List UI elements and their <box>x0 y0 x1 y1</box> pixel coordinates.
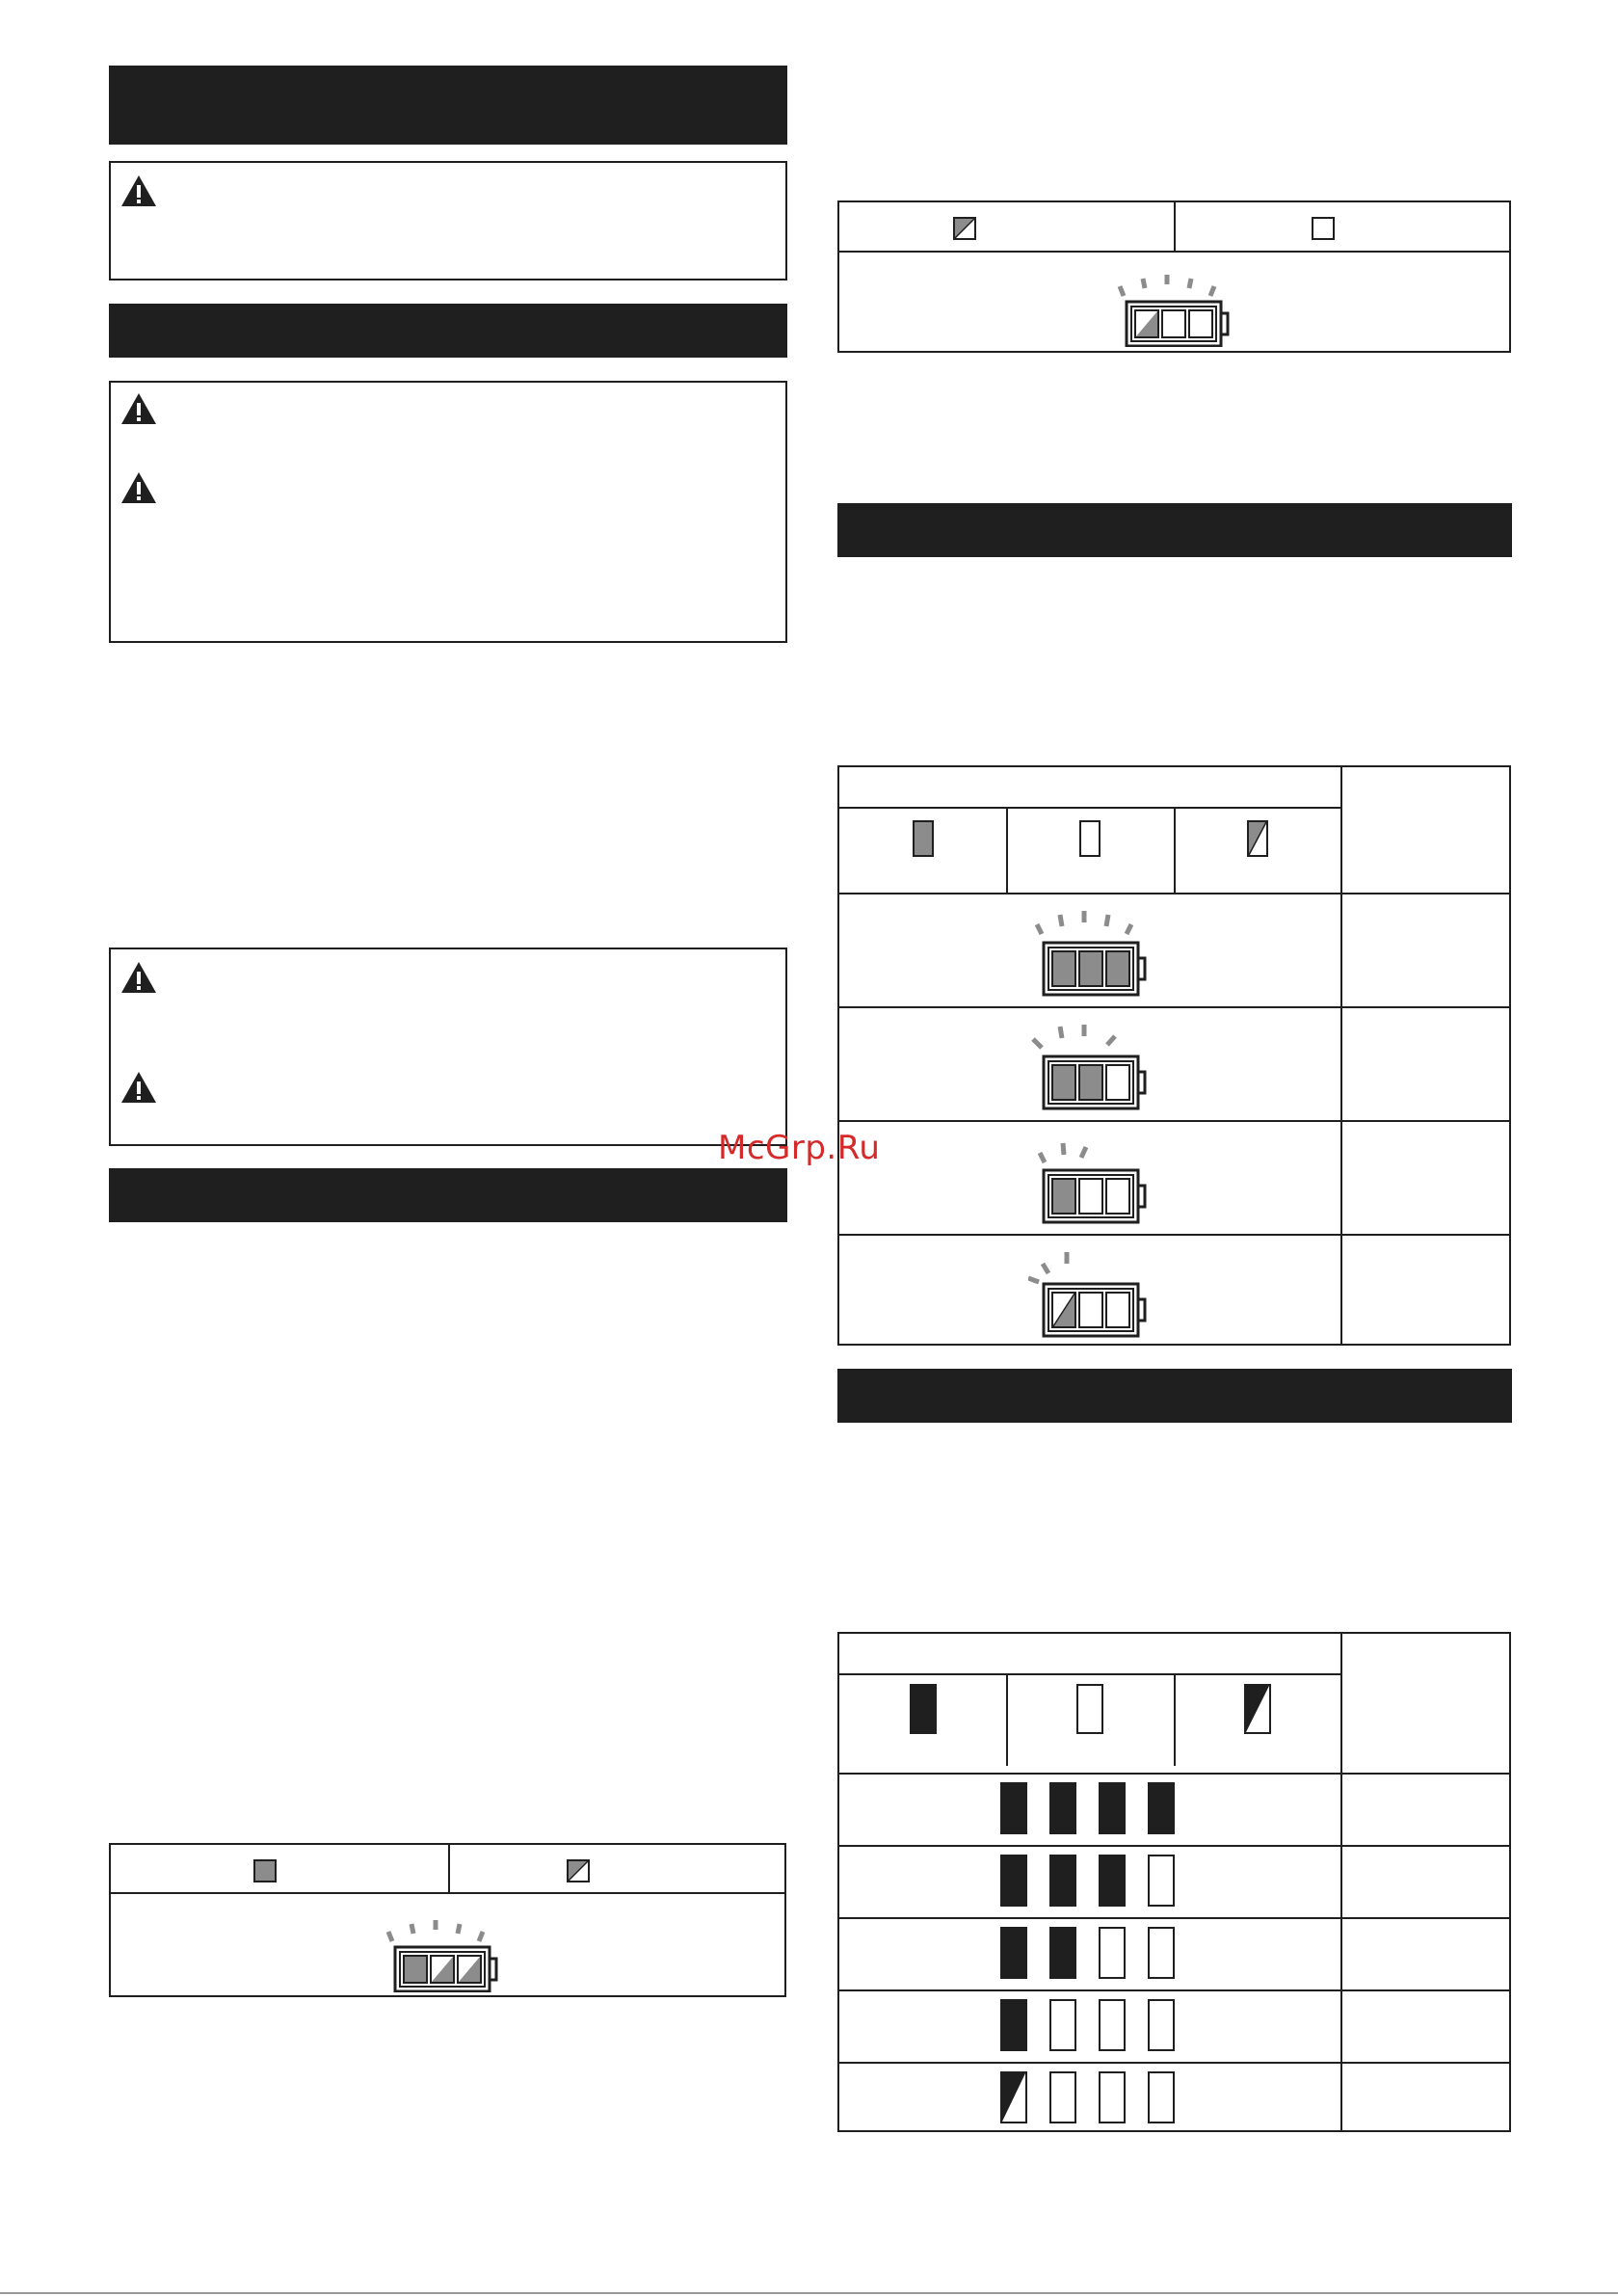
legend-off-swatch <box>1079 820 1101 857</box>
legend-off-swatch <box>1312 217 1335 240</box>
indicator-lamp-icon <box>1099 1927 1126 1979</box>
indicator-lamp-icon <box>1099 1782 1126 1834</box>
section-header-5 <box>837 1369 1512 1423</box>
indicator-lamp-icon <box>1000 1782 1027 1834</box>
indicator-table-left <box>109 1843 786 1997</box>
indicator-lamp-icon <box>1148 2071 1175 2123</box>
warning-triangle-icon <box>120 1071 157 1104</box>
battery-indicator-icon <box>1111 255 1236 347</box>
indicator-lamp-icon <box>1000 1999 1027 2051</box>
battery-indicator-icon <box>1028 1012 1154 1118</box>
section-header-4 <box>837 503 1512 557</box>
section-header-2 <box>109 304 787 358</box>
warning-triangle-icon <box>120 174 157 207</box>
legend-half-swatch <box>1247 820 1268 857</box>
indicator-lamp-icon <box>1049 2071 1076 2123</box>
warning-box-2 <box>109 381 787 643</box>
legend-half-swatch <box>1244 1684 1271 1734</box>
indicator-lamp-icon <box>1099 2071 1126 2123</box>
indicator-lamp-icon <box>1049 1927 1076 1979</box>
warning-box-1 <box>109 161 787 280</box>
legend-on-swatch <box>913 820 934 857</box>
indicator-lamp-icon <box>1148 1782 1175 1834</box>
battery-indicator-icon <box>1028 1240 1154 1346</box>
indicator-lamp-icon <box>1148 1927 1175 1979</box>
indicator-lamp-icon <box>1099 1855 1126 1907</box>
section-header-3 <box>109 1168 787 1222</box>
legend-on-swatch <box>253 1859 277 1882</box>
warning-triangle-icon <box>120 392 157 425</box>
indicator-lamp-icon <box>1049 1999 1076 2051</box>
indicator-lamp-icon <box>1000 1927 1027 1979</box>
battery-indicator-icon <box>380 1901 505 1992</box>
legend-off-swatch <box>1076 1684 1103 1734</box>
battery-indicator-icon <box>1028 1126 1154 1232</box>
legend-half-swatch <box>953 217 976 240</box>
warning-box-3 <box>109 948 787 1146</box>
indicator-lamp-icon <box>1099 1999 1126 2051</box>
warning-triangle-icon <box>120 961 157 994</box>
indicator-lamp-icon <box>1148 1855 1175 1907</box>
indicator-lamp-icon <box>1000 1855 1027 1907</box>
section-header-1 <box>109 66 787 145</box>
indicator-lamp-icon <box>1148 1999 1175 2051</box>
battery-indicator-icon <box>1028 898 1154 1004</box>
indicator-lamp-icon <box>1000 2071 1027 2123</box>
legend-half-swatch <box>567 1859 590 1882</box>
page-bottom-rule <box>0 2292 1618 2294</box>
indicator-lamp-icon <box>1049 1782 1076 1834</box>
watermark-text: McGrp.Ru <box>718 1129 881 1167</box>
legend-on-swatch <box>910 1684 937 1734</box>
indicator-lamp-table <box>837 1632 1511 2132</box>
indicator-table-right-top <box>837 200 1511 353</box>
indicator-lamp-icon <box>1049 1855 1076 1907</box>
warning-triangle-icon <box>120 471 157 504</box>
battery-status-table <box>837 765 1511 1346</box>
